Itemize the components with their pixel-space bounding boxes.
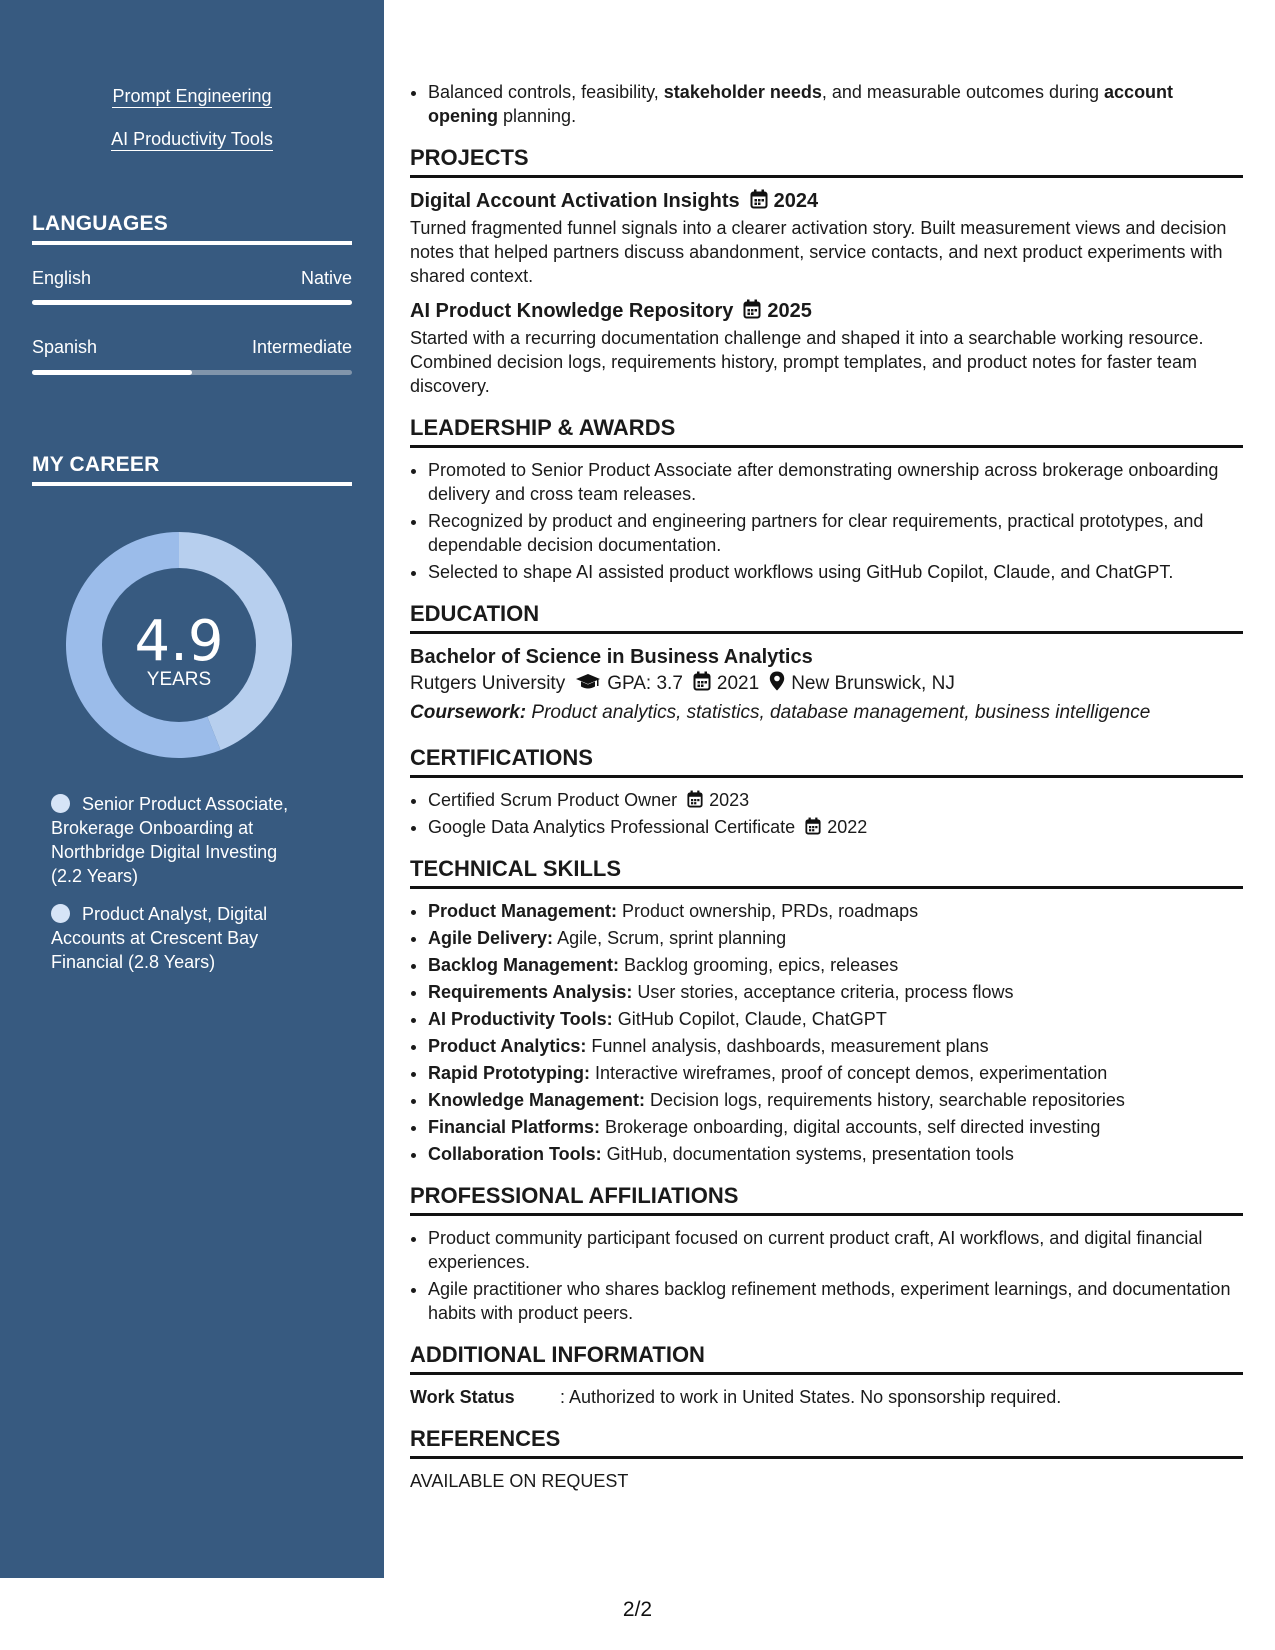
references-heading: REFERENCES bbox=[410, 1425, 1243, 1459]
education-gpa: GPA: 3.7 bbox=[607, 673, 683, 694]
education-year: 2021 bbox=[716, 673, 760, 694]
projects-heading: PROJECTS bbox=[410, 144, 1243, 178]
project-title: Digital Account Activation Insights 2024 bbox=[410, 190, 819, 212]
affiliation-item: • Agile practitioner who shares backlog refinement methods, experiment learnings, and documentation habits with product peers. bbox=[428, 1277, 1243, 1325]
language-spanish bbox=[32, 337, 352, 358]
coursework: Coursework: Product analytics, statistics, database management, business intelligence bbox=[410, 702, 1151, 723]
project-description: Turned fragmented funnel signals into a clearer activation story. Built measurement views and decision notes that helped partners discuss abandonment, service contacts, and next product experiments with shared context. bbox=[410, 218, 1227, 286]
bullet-dot-icon bbox=[51, 904, 70, 923]
leadership-item: • Recognized by product and engineering partners for clear requirements, practical prototypes, and dependable decision documentation. bbox=[428, 509, 1243, 557]
affiliation-item: • Product community participant focused on current product craft, AI workflows, and digital financial experiences. bbox=[428, 1226, 1243, 1274]
skill-item: • Backlog Management: Backlog grooming, epics, releases bbox=[428, 953, 1243, 977]
skill-item: • Collaboration Tools: GitHub, documentation systems, presentation tools bbox=[428, 1142, 1243, 1166]
experience-bullet: • Balanced controls, feasibility, stakeholder needs, and measurable outcomes during account opening planning. bbox=[428, 80, 1243, 128]
skill-item: • Product Analytics: Funnel analysis, dashboards, measurement plans bbox=[428, 1034, 1243, 1058]
education-degree: Bachelor of Science in Business Analytics bbox=[410, 646, 813, 668]
language-level: Intermediate bbox=[251, 337, 352, 357]
leadership-item: • Selected to shape AI assisted product workflows using GitHub Copilot, Claude, and ChatGPT. bbox=[428, 560, 1243, 584]
language-bar-english bbox=[32, 300, 352, 305]
bullet-dot-icon bbox=[51, 794, 70, 813]
work-status-value: : Authorized to work in United States. No sponsorship required. bbox=[560, 1387, 1062, 1407]
career-heading: MY CAREER bbox=[32, 453, 352, 486]
language-fill bbox=[32, 300, 352, 305]
calendar-icon bbox=[687, 790, 703, 808]
sidebar bbox=[0, 0, 384, 1578]
skill-item: • Rapid Prototyping: Interactive wireframes, proof of concept demos, experimentation bbox=[428, 1061, 1243, 1085]
references-text: AVAILABLE ON REQUEST bbox=[410, 1471, 629, 1491]
leadership-item: • Promoted to Senior Product Associate after demonstrating ownership across brokerage onboarding delivery and cross team releases. bbox=[428, 458, 1243, 506]
project-title: AI Product Knowledge Repository 2025 bbox=[410, 300, 812, 322]
page-number: 2/2 bbox=[622, 1598, 653, 1621]
language-english bbox=[32, 268, 352, 289]
calendar-icon bbox=[750, 189, 768, 209]
skill-item: • Requirements Analysis: User stories, acceptance criteria, process flows bbox=[428, 980, 1243, 1004]
calendar-icon bbox=[743, 299, 761, 319]
career-years-unit: YEARS bbox=[146, 669, 212, 690]
skill-item: • Financial Platforms: Brokerage onboarding, digital accounts, self directed investing bbox=[428, 1115, 1243, 1139]
certification-item: • Google Data Analytics Professional Certificate 2022 bbox=[428, 815, 1243, 839]
leadership-heading: LEADERSHIP & AWARDS bbox=[410, 414, 1243, 448]
language-level: Native bbox=[300, 268, 352, 288]
additional-info-heading: ADDITIONAL INFORMATION bbox=[410, 1341, 1243, 1375]
calendar-icon bbox=[805, 817, 821, 835]
calendar-icon bbox=[693, 671, 711, 691]
work-status-row bbox=[410, 1385, 1243, 1409]
work-status-label: Work Status bbox=[410, 1387, 515, 1407]
graduation-cap-icon bbox=[575, 673, 601, 691]
skill-ai-productivity-tools: AI Productivity Tools bbox=[111, 129, 273, 149]
education-heading: EDUCATION bbox=[410, 600, 1243, 634]
language-name: Spanish bbox=[32, 337, 98, 357]
career-years-value: 4.9 bbox=[134, 609, 224, 674]
language-bar-spanish bbox=[32, 370, 352, 375]
certification-item: • Certified Scrum Product Owner 2023 bbox=[428, 788, 1243, 812]
certifications-heading: CERTIFICATIONS bbox=[410, 744, 1243, 778]
skill-item: • Knowledge Management: Decision logs, requirements history, searchable repositories bbox=[428, 1088, 1243, 1112]
education-school: Rutgers University bbox=[410, 673, 566, 694]
career-item: Product Analyst, Digital Accounts at Crescent Bay Financial (2.8 Years) bbox=[51, 904, 268, 972]
main-content bbox=[410, 80, 1243, 1493]
career-donut-chart bbox=[66, 532, 292, 758]
project-description: Started with a recurring documentation challenge and shaped it into a searchable working resource. Combined decision logs, requirements history, prompt templates, and product notes for faster team discovery. bbox=[410, 328, 1204, 396]
skill-item: • Agile Delivery: Agile, Scrum, sprint planning bbox=[428, 926, 1243, 950]
affiliations-heading: PROFESSIONAL AFFILIATIONS bbox=[410, 1182, 1243, 1216]
career-item: Senior Product Associate, Brokerage Onboarding at Northbridge Digital Investing (2.2 Years) bbox=[51, 794, 289, 886]
skill-prompt-engineering: Prompt Engineering bbox=[112, 86, 272, 106]
language-name: English bbox=[32, 268, 92, 288]
language-fill bbox=[32, 370, 192, 375]
skill-item: • Product Management: Product ownership, PRDs, roadmaps bbox=[428, 899, 1243, 923]
education-location: New Brunswick, NJ bbox=[791, 673, 955, 694]
skill-item: • AI Productivity Tools: GitHub Copilot, Claude, ChatGPT bbox=[428, 1007, 1243, 1031]
map-pin-icon bbox=[769, 671, 785, 691]
technical-skills-heading: TECHNICAL SKILLS bbox=[410, 855, 1243, 889]
education-details bbox=[410, 670, 1243, 698]
languages-heading: LANGUAGES bbox=[32, 212, 352, 245]
career-list bbox=[51, 792, 311, 988]
